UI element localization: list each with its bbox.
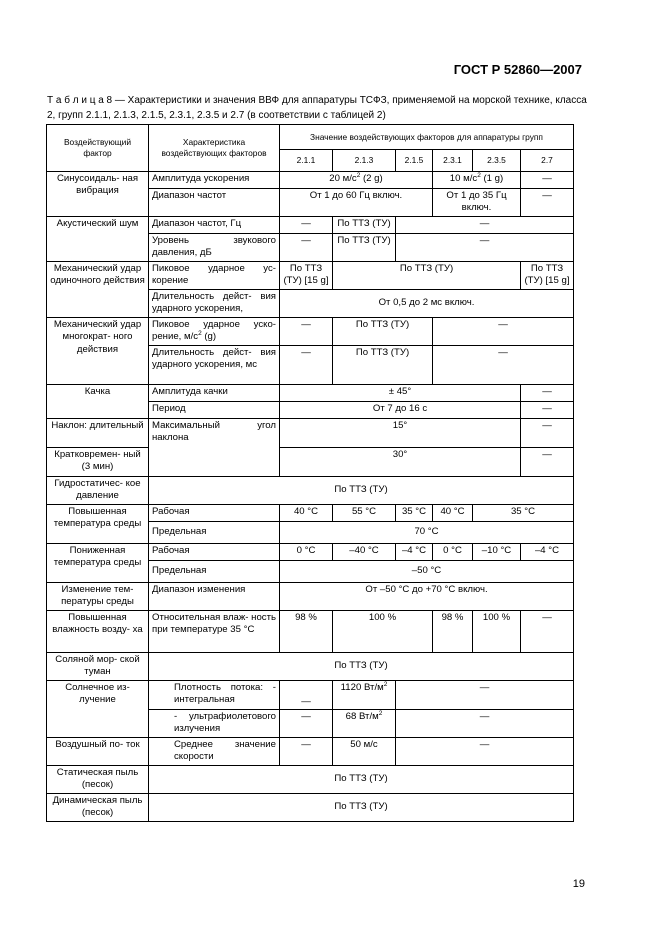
factor-cell: Динамическая пыль (песок) xyxy=(47,793,149,821)
page-number: 19 xyxy=(572,878,585,890)
factor-cell: Механический удар одиночного действия xyxy=(47,262,149,318)
characteristic-cell: Амплитуда качки xyxy=(149,385,280,402)
value-cell: — xyxy=(521,385,574,402)
factor-cell: Наклон: длительный xyxy=(47,419,149,448)
value-cell: — xyxy=(280,234,333,262)
group-header: 2.3.1 xyxy=(433,150,473,172)
value-cell: 70 °С xyxy=(280,522,574,544)
value-cell: 35 °С xyxy=(396,505,433,522)
characteristic-cell: Диапазон частот xyxy=(149,189,280,217)
value-cell: 100 % xyxy=(473,611,521,653)
value-cell: –50 °С xyxy=(280,561,574,583)
group-header: 2.3.5 xyxy=(473,150,521,172)
value-cell: ± 45° xyxy=(280,385,521,402)
group-header: 2.1.1 xyxy=(280,150,333,172)
factor-cell: Синусоидаль- ная вибрация xyxy=(47,172,149,217)
characteristic-cell: Плотность потока: - интегральная xyxy=(149,681,280,710)
header-values: Значение воздействующих факторов для аппаратуры групп xyxy=(280,125,574,150)
value-cell: 68 $Вт/м^2$ xyxy=(333,710,396,738)
value-cell: — xyxy=(280,318,333,346)
value-cell: 0 °С xyxy=(433,544,473,561)
factor-cell: Пониженная температура среды xyxy=(47,544,149,583)
value-cell: По ТТЗ (ТУ) xyxy=(333,318,433,346)
factor-cell: Акустический шум xyxy=(47,217,149,262)
value-cell: — xyxy=(521,189,574,217)
value-cell: От 7 до 16 с xyxy=(280,402,521,419)
factor-cell: Повышенная температура среды xyxy=(47,505,149,544)
table-caption: Т а б л и ц а 8 — Характеристики и значения ВВФ для аппаратуры ТСФЗ, применяемой на морской технике, класса 2, групп 2.1.1, 2.1.3, 2.1.5, 2.3.1, 2.3.5 и 2.7 (в соответствии с таблицей 2) xyxy=(47,95,587,121)
value-cell: 10 $м/с^2$ (1 g) xyxy=(433,172,521,189)
value-cell: — xyxy=(396,681,574,710)
value-cell: По ТТЗ (ТУ) xyxy=(333,262,521,290)
value-cell: –4 °С xyxy=(396,544,433,561)
value-cell: 98 % xyxy=(433,611,473,653)
characteristic-cell: Предельная xyxy=(149,561,280,583)
value-cell: 50 м/с xyxy=(333,737,396,765)
value-cell: — xyxy=(433,318,574,346)
characteristic-cell: Пиковое ударное ус- корение xyxy=(149,262,280,290)
value-cell: — xyxy=(396,234,574,262)
factor-cell: Статическая пыль (песок) xyxy=(47,765,149,793)
value-cell: 0 °С xyxy=(280,544,333,561)
characteristic-cell: Период xyxy=(149,402,280,419)
standard-number: ГОСТ Р 52860—2007 xyxy=(453,62,582,77)
characteristic-cell: Максимальный угол наклона xyxy=(149,419,280,477)
header-characteristic: Характеристика воздействующих факторов xyxy=(149,125,280,172)
value-cell: По ТТЗ (ТУ) xyxy=(333,217,396,234)
value-cell: — xyxy=(521,611,574,653)
value-cell: От 1 до 35 Гц включ. xyxy=(433,189,521,217)
value-cell: — xyxy=(280,737,333,765)
value-cell: От 1 до 60 Гц включ. xyxy=(280,189,433,217)
value-cell: — xyxy=(521,419,574,448)
value-cell: — xyxy=(280,217,333,234)
value-cell: 30° xyxy=(280,448,521,477)
characteristic-cell: Уровень звукового давления, дБ xyxy=(149,234,280,262)
value-cell: — xyxy=(280,710,333,738)
value-cell: По ТТЗ (ТУ) xyxy=(149,765,574,793)
factor-cell: Гидростатичес- кое давление xyxy=(47,477,149,505)
value-cell: –10 °С xyxy=(473,544,521,561)
value-cell: — xyxy=(280,346,333,385)
characteristic-cell: Диапазон изменения xyxy=(149,583,280,611)
factor-cell: Солнечное из- лучение xyxy=(47,681,149,738)
factor-cell: Воздушный по- ток xyxy=(47,737,149,765)
factor-cell: Кратковремен- ный (3 мин) xyxy=(47,448,149,477)
value-cell: 1120 $Вт/м^2$ xyxy=(333,681,396,710)
factor-cell: Повышенная влажность возду- ха xyxy=(47,611,149,653)
value-cell: По ТТЗ (ТУ) [15 g] xyxy=(280,262,333,290)
value-cell: — xyxy=(521,448,574,477)
characteristic-cell: Пиковое ударное уско- рение, $м/с^2$ (g) xyxy=(149,318,280,346)
characteristic-cell: - ультрафиолетового излучения xyxy=(149,710,280,738)
value-cell: — xyxy=(433,346,574,385)
characteristic-cell: Амплитуда ускорения xyxy=(149,172,280,189)
characteristic-cell: Длительность дейст- вия ударного ускорения, мс xyxy=(149,346,280,385)
characteristic-cell: Относительная влаж- ность при температуре 35 °С xyxy=(149,611,280,653)
value-cell: — xyxy=(521,402,574,419)
value-cell: По ТТЗ (ТУ) xyxy=(333,234,396,262)
value-cell: По ТТЗ (ТУ) xyxy=(149,477,574,505)
value-cell: — xyxy=(396,217,574,234)
characteristic-cell: Длительность дейст- вия ударного ускорения, xyxy=(149,290,280,318)
value-cell: По ТТЗ (ТУ) [15 g] xyxy=(521,262,574,290)
group-header: 2.7 xyxy=(521,150,574,172)
value-cell: — xyxy=(280,681,333,710)
value-cell: 15° xyxy=(280,419,521,448)
factor-cell: Качка xyxy=(47,385,149,419)
value-cell: –40 °С xyxy=(333,544,396,561)
characteristic-cell: Среднее значение скорости xyxy=(149,737,280,765)
value-cell: 55 °С xyxy=(333,505,396,522)
value-cell: 100 % xyxy=(333,611,433,653)
value-cell: 40 °С xyxy=(280,505,333,522)
value-cell: — xyxy=(396,710,574,738)
value-cell: 40 °С xyxy=(433,505,473,522)
group-header: 2.1.5 xyxy=(396,150,433,172)
value-cell: От –50 °С до +70 °С включ. xyxy=(280,583,574,611)
value-cell: 20 $м/с^2$ (2 g) xyxy=(280,172,433,189)
characteristic-cell: Предельная xyxy=(149,522,280,544)
value-cell: По ТТЗ (ТУ) xyxy=(333,346,433,385)
value-cell: –4 °С xyxy=(521,544,574,561)
characteristics-table xyxy=(46,124,574,822)
value-cell: От 0,5 до 2 мс включ. xyxy=(280,290,574,318)
characteristic-cell: Диапазон частот, Гц xyxy=(149,217,280,234)
factor-cell: Механический удар многократ- ного действия xyxy=(47,318,149,385)
group-header: 2.1.3 xyxy=(333,150,396,172)
value-cell: 35 °С xyxy=(473,505,574,522)
value-cell: 98 % xyxy=(280,611,333,653)
value-cell: — xyxy=(396,737,574,765)
characteristic-cell: Рабочая xyxy=(149,505,280,522)
characteristic-cell: Рабочая xyxy=(149,544,280,561)
factor-cell: Соляной мор- ской туман xyxy=(47,653,149,681)
header-factor: Воздействующий фактор xyxy=(47,125,149,172)
value-cell: По ТТЗ (ТУ) xyxy=(149,793,574,821)
factor-cell: Изменение тем- пературы среды xyxy=(47,583,149,611)
value-cell: По ТТЗ (ТУ) xyxy=(149,653,574,681)
value-cell: — xyxy=(521,172,574,189)
